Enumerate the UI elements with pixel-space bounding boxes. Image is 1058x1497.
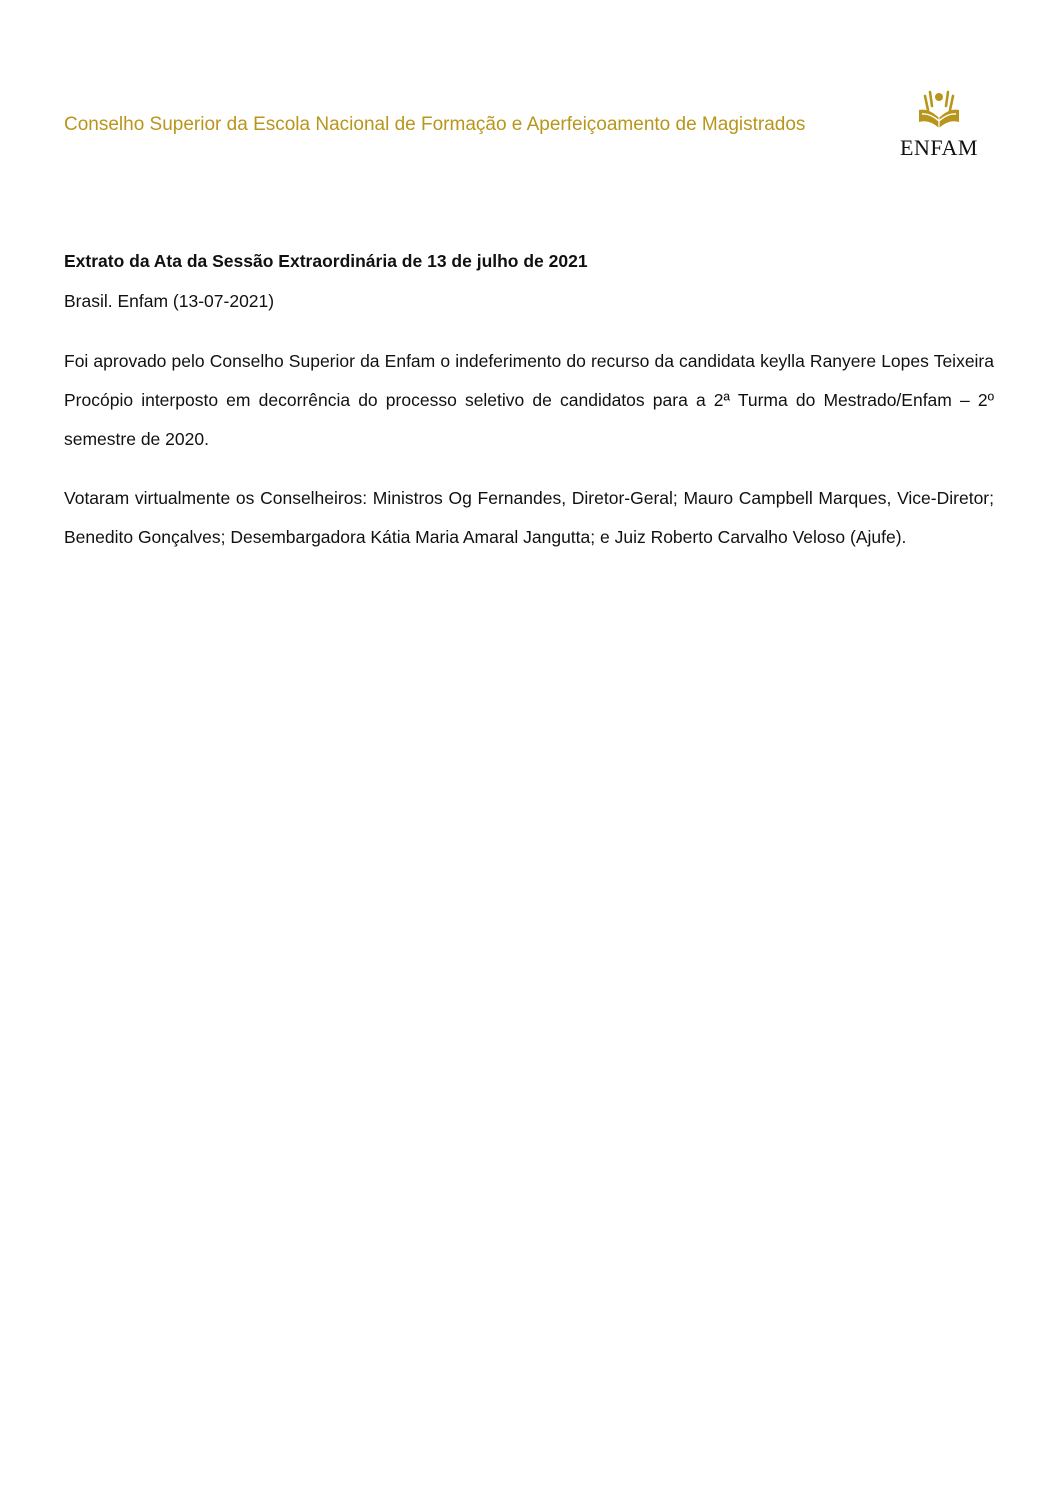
enfam-logo	[893, 88, 985, 162]
document-title: Extrato da Ata da Sessão Extraordinária de 13 de julho de 2021	[64, 251, 588, 271]
document-source: Brasil. Enfam (13-07-2021)	[64, 291, 275, 311]
paragraph-decision: Foi aprovado pelo Conselho Superior da Enfam o indeferimento do recurso da candidata keylla Ranyere Lopes Teixeira Procópio interposto em decorrência do processo seletivo de candidatos para a 2ª Turma do Mestrado/Enfam – 2º semestre de 2020.	[64, 351, 994, 449]
book-laurel-icon	[916, 88, 962, 134]
document-body	[64, 248, 994, 557]
institution-name: Conselho Superior da Escola Nacional de Formação e Aperfeiçoamento de Magistrados	[64, 114, 806, 135]
paragraph-votes: Votaram virtualmente os Conselheiros: Ministros Og Fernandes, Diretor-Geral; Mauro Campbell Marques, Vice-Diretor; Benedito Gonçalves; Desembargadora Kátia Maria Amaral Jangutta; e Juiz Roberto Carvalho Veloso (Ajufe).	[64, 488, 994, 547]
logo-wordmark: ENFAM	[900, 135, 978, 160]
